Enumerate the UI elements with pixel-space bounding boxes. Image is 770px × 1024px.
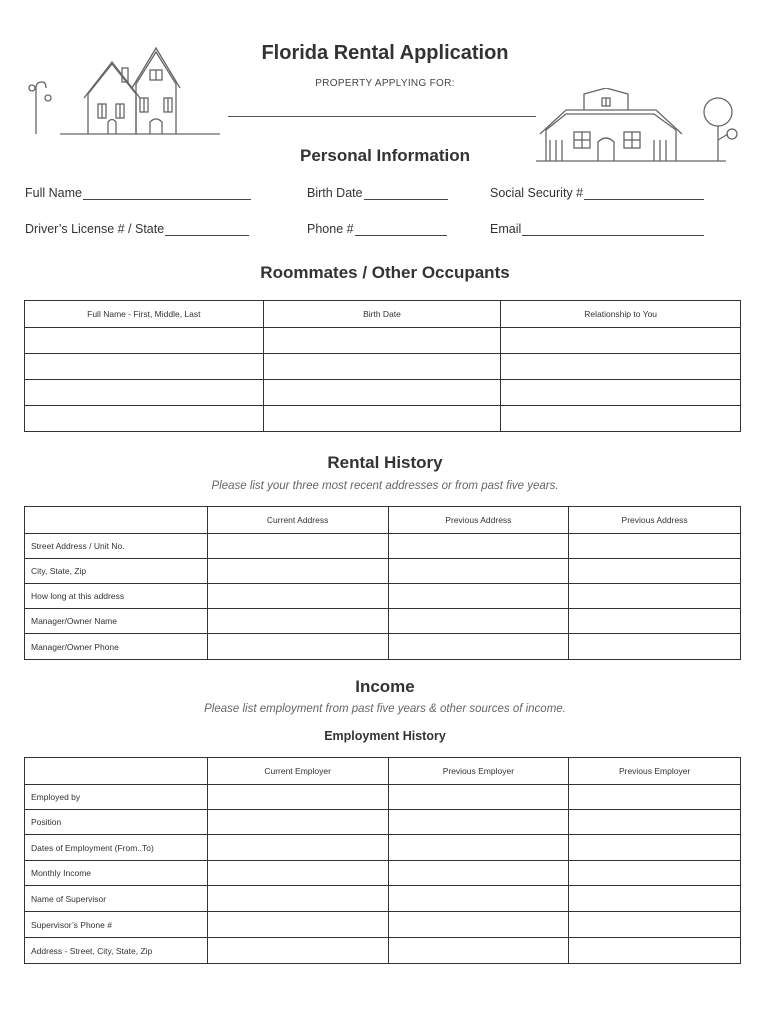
input-cell[interactable] bbox=[388, 609, 569, 634]
rental-history-table bbox=[24, 506, 741, 660]
input-cell[interactable] bbox=[207, 861, 388, 886]
ssn-label: Social Security # bbox=[490, 186, 584, 200]
input-cell[interactable] bbox=[388, 559, 569, 584]
input-cell[interactable] bbox=[569, 584, 741, 609]
row-label: How long at this address bbox=[25, 584, 208, 609]
table-row bbox=[25, 584, 741, 609]
row-label: City, State, Zip bbox=[25, 559, 208, 584]
row-label: Supervisor’s Phone # bbox=[25, 912, 208, 938]
income-heading: Income bbox=[355, 677, 415, 696]
table-row bbox=[25, 609, 741, 634]
roommates-table bbox=[24, 300, 741, 432]
input-cell[interactable] bbox=[207, 559, 388, 584]
table-row bbox=[25, 861, 741, 886]
input-cell[interactable] bbox=[569, 912, 741, 938]
input-cell[interactable] bbox=[569, 785, 741, 810]
input-cell[interactable] bbox=[263, 406, 501, 432]
email-label: Email bbox=[490, 222, 522, 236]
input-cell[interactable] bbox=[388, 810, 569, 835]
birth-date-label: Birth Date bbox=[307, 186, 363, 200]
input-cell[interactable] bbox=[569, 534, 741, 559]
input-cell[interactable] bbox=[388, 835, 569, 861]
input-cell[interactable] bbox=[501, 328, 741, 354]
employment-history-heading: Employment History bbox=[324, 729, 446, 743]
personal-information-heading: Personal Information bbox=[299, 146, 471, 165]
input-cell[interactable] bbox=[569, 861, 741, 886]
email-blank[interactable] bbox=[522, 223, 704, 236]
input-cell[interactable] bbox=[501, 406, 741, 432]
property-applying-label: PROPERTY APPLYING FOR: bbox=[315, 78, 455, 89]
table-row bbox=[25, 785, 741, 810]
input-cell[interactable] bbox=[25, 328, 264, 354]
table-row bbox=[25, 559, 741, 584]
input-cell[interactable] bbox=[569, 886, 741, 912]
input-cell[interactable] bbox=[569, 559, 741, 584]
input-cell[interactable] bbox=[569, 634, 741, 660]
input-cell[interactable] bbox=[388, 634, 569, 660]
input-cell[interactable] bbox=[207, 835, 388, 861]
row-label: Address - Street, City, State, Zip bbox=[25, 938, 208, 964]
input-cell[interactable] bbox=[569, 835, 741, 861]
column-header: Previous Address bbox=[388, 507, 569, 534]
column-header: Birth Date bbox=[263, 301, 501, 328]
input-cell[interactable] bbox=[207, 584, 388, 609]
input-cell[interactable] bbox=[207, 912, 388, 938]
column-header bbox=[25, 507, 208, 534]
input-cell[interactable] bbox=[207, 609, 388, 634]
input-cell[interactable] bbox=[207, 534, 388, 559]
column-header: Previous Address bbox=[569, 507, 741, 534]
row-label: Street Address / Unit No. bbox=[25, 534, 208, 559]
input-cell[interactable] bbox=[388, 861, 569, 886]
drivers-license-field[interactable] bbox=[25, 222, 249, 236]
form-title: Florida Rental Application bbox=[261, 42, 509, 64]
input-cell[interactable] bbox=[25, 406, 264, 432]
drivers-license-blank[interactable] bbox=[165, 223, 249, 236]
drivers-license-label: Driver’s License # / State bbox=[25, 222, 165, 236]
table-row bbox=[25, 938, 741, 964]
table-row bbox=[25, 354, 741, 380]
input-cell[interactable] bbox=[207, 634, 388, 660]
table-header-row bbox=[25, 301, 741, 328]
table-row bbox=[25, 406, 741, 432]
phone-blank[interactable] bbox=[355, 223, 447, 236]
column-header: Full Name - First, Middle, Last bbox=[25, 301, 264, 328]
full-name-field[interactable] bbox=[25, 186, 251, 200]
input-cell[interactable] bbox=[207, 785, 388, 810]
input-cell[interactable] bbox=[207, 886, 388, 912]
column-header: Current Address bbox=[207, 507, 388, 534]
input-cell[interactable] bbox=[388, 785, 569, 810]
input-cell[interactable] bbox=[388, 534, 569, 559]
phone-label: Phone # bbox=[307, 222, 354, 236]
input-cell[interactable] bbox=[501, 354, 741, 380]
email-field[interactable] bbox=[490, 222, 704, 236]
table-row bbox=[25, 534, 741, 559]
birth-date-blank[interactable] bbox=[364, 187, 448, 200]
input-cell[interactable] bbox=[388, 912, 569, 938]
table-row bbox=[25, 912, 741, 938]
row-label: Manager/Owner Name bbox=[25, 609, 208, 634]
table-row bbox=[25, 810, 741, 835]
column-header: Relationship to You bbox=[501, 301, 741, 328]
input-cell[interactable] bbox=[569, 810, 741, 835]
input-cell[interactable] bbox=[569, 609, 741, 634]
input-cell[interactable] bbox=[263, 354, 501, 380]
full-name-blank[interactable] bbox=[83, 187, 251, 200]
input-cell[interactable] bbox=[207, 810, 388, 835]
table-header-row bbox=[25, 758, 741, 785]
input-cell[interactable] bbox=[501, 380, 741, 406]
input-cell[interactable] bbox=[263, 380, 501, 406]
employment-history-table bbox=[24, 757, 741, 964]
input-cell[interactable] bbox=[388, 938, 569, 964]
input-cell[interactable] bbox=[569, 938, 741, 964]
input-cell[interactable] bbox=[25, 354, 264, 380]
column-header: Previous Employer bbox=[388, 758, 569, 785]
row-label: Manager/Owner Phone bbox=[25, 634, 208, 660]
table-row bbox=[25, 328, 741, 354]
table-row bbox=[25, 886, 741, 912]
full-name-label: Full Name bbox=[25, 186, 82, 200]
ssn-field[interactable] bbox=[490, 186, 704, 200]
row-label: Name of Supervisor bbox=[25, 886, 208, 912]
input-cell[interactable] bbox=[388, 886, 569, 912]
roommates-heading: Roommates / Other Occupants bbox=[260, 263, 510, 282]
birth-date-field[interactable] bbox=[307, 186, 448, 200]
rental-history-note: Please list your three most recent addresses or from past five years. bbox=[211, 480, 559, 492]
property-applying-field[interactable] bbox=[228, 108, 536, 117]
rental-history-heading: Rental History bbox=[327, 453, 443, 472]
input-cell[interactable] bbox=[25, 380, 264, 406]
row-label: Dates of Employment (From..To) bbox=[25, 835, 208, 861]
table-row bbox=[25, 634, 741, 660]
table-header-row bbox=[25, 507, 741, 534]
phone-field[interactable] bbox=[307, 222, 447, 236]
column-header: Previous Employer bbox=[569, 758, 741, 785]
table-row bbox=[25, 380, 741, 406]
ssn-blank[interactable] bbox=[584, 187, 704, 200]
row-label: Position bbox=[25, 810, 208, 835]
column-header bbox=[25, 758, 208, 785]
column-header: Current Employer bbox=[207, 758, 388, 785]
input-cell[interactable] bbox=[263, 328, 501, 354]
row-label: Employed by bbox=[25, 785, 208, 810]
row-label: Monthly Income bbox=[25, 861, 208, 886]
income-note: Please list employment from past five years & other sources of income. bbox=[204, 703, 566, 715]
table-row bbox=[25, 835, 741, 861]
input-cell[interactable] bbox=[388, 584, 569, 609]
input-cell[interactable] bbox=[207, 938, 388, 964]
